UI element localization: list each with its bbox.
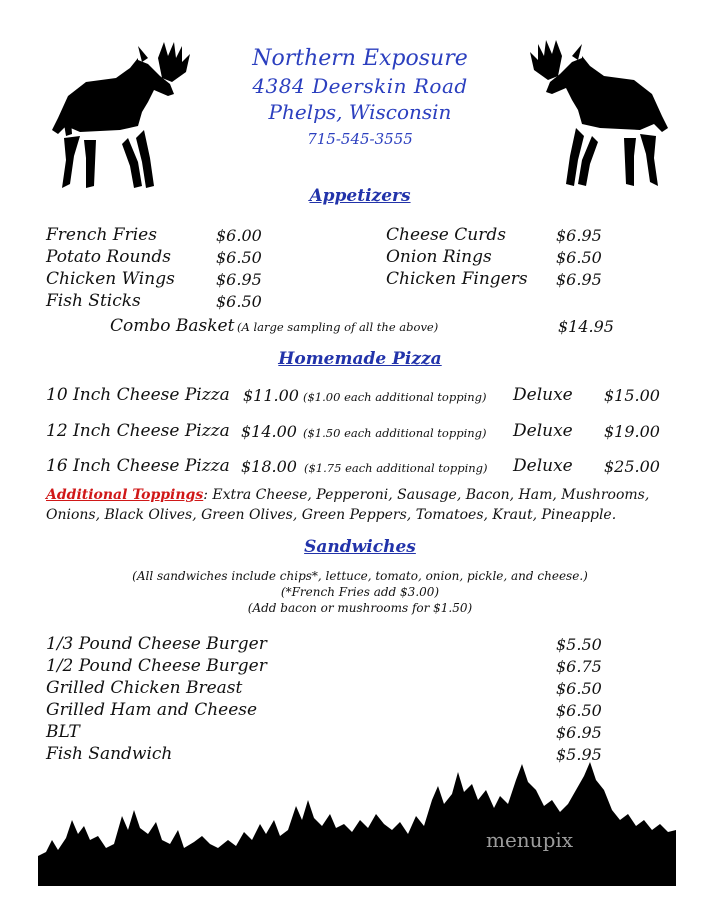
pizza-row-deluxe-price: $15.00 (604, 386, 660, 405)
menu-item-name: Fish Sandwich (46, 744, 173, 764)
menu-item-price: $6.50 (556, 248, 602, 267)
additional-toppings (46, 485, 686, 525)
pizza-row-deluxe-price: $25.00 (604, 457, 660, 476)
menu-item-price: $6.00 (216, 226, 262, 245)
menu-item-price: $6.95 (216, 270, 262, 289)
pizza-row-name: 10 Inch Cheese Pizza (46, 385, 230, 405)
pizza-row-note: ($1.00 each additional topping) (303, 390, 487, 404)
pizza-row-deluxe: Deluxe (513, 456, 573, 476)
pizza-row-deluxe: Deluxe (513, 385, 573, 405)
watermark: menupix (486, 828, 574, 852)
menu-item-price: $6.75 (556, 657, 602, 676)
sandwich-note: (All sandwiches include chips*, lettuce, tomato, onion, pickle, and cheese.) (132, 569, 588, 583)
menu-item-name: BLT (46, 722, 80, 742)
menu-item-price: $5.50 (556, 635, 602, 654)
sandwich-note: (Add bacon or mushrooms for $1.50) (247, 601, 473, 615)
menu-item-name: Grilled Ham and Cheese (46, 700, 258, 720)
menu-item-price: $6.50 (556, 701, 602, 720)
menu-item-name: 1/2 Pound Cheese Burger (46, 656, 267, 676)
pizza-heading: Homemade Pizza (278, 349, 442, 369)
pizza-row-deluxe-price: $19.00 (604, 422, 660, 441)
pizza-row-deluxe: Deluxe (513, 421, 573, 441)
menu-item-price: $6.50 (216, 248, 262, 267)
menu-item-name: Cheese Curds (386, 225, 506, 245)
menu-item-price: $6.95 (556, 723, 602, 742)
menu-item-price: $6.50 (216, 292, 262, 311)
restaurant-name: Northern Exposure (252, 46, 468, 71)
toppings-line-2: Onions, Black Olives, Green Olives, Green Peppers, Tomatoes, Kraut, Pineapple. (46, 507, 617, 523)
pizza-row-name: 16 Inch Cheese Pizza (46, 456, 230, 476)
combo-basket-price: $14.95 (558, 317, 614, 336)
menu-item-price: $6.95 (556, 270, 602, 289)
menu-item-name: Onion Rings (386, 247, 492, 267)
menu-item-name: Grilled Chicken Breast (46, 678, 243, 698)
restaurant-address: 4384 Deerskin Road (252, 74, 468, 98)
menu-item-name: Fish Sticks (46, 291, 141, 311)
sandwiches-heading: Sandwiches (304, 537, 416, 557)
pizza-row-price: $18.00 (241, 457, 297, 476)
menu-item-name: Chicken Fingers (386, 269, 528, 289)
combo-basket-note: (A large sampling of all the above) (237, 320, 439, 334)
pizza-row-note: ($1.75 each additional topping) (304, 461, 488, 475)
menu-item-price: $5.95 (556, 745, 602, 764)
restaurant-city: Phelps, Wisconsin (268, 100, 452, 124)
combo-basket-name: Combo Basket (110, 316, 235, 336)
sandwich-note: (*French Fries add $3.00) (280, 585, 440, 599)
menu-item-name: 1/3 Pound Cheese Burger (46, 634, 267, 654)
toppings-label: Additional Toppings (46, 487, 204, 503)
pizza-row-name: 12 Inch Cheese Pizza (46, 421, 230, 441)
forest-silhouette-icon (38, 760, 676, 886)
toppings-line-1: : Extra Cheese, Pepperoni, Sausage, Bacon, Ham, Mushrooms, (203, 487, 650, 503)
menu-item-price: $6.95 (556, 226, 602, 245)
restaurant-phone: 715-545-3555 (307, 130, 413, 148)
menu-item-name: Chicken Wings (46, 269, 175, 289)
menu-item-name: French Fries (46, 225, 157, 245)
pizza-row-note: ($1.50 each additional topping) (303, 426, 487, 440)
appetizers-heading: Appetizers (309, 186, 411, 206)
menu-item-price: $6.50 (556, 679, 602, 698)
menu-item-name: Potato Rounds (46, 247, 171, 267)
pizza-row-price: $11.00 (243, 386, 299, 405)
pizza-row-price: $14.00 (241, 422, 297, 441)
